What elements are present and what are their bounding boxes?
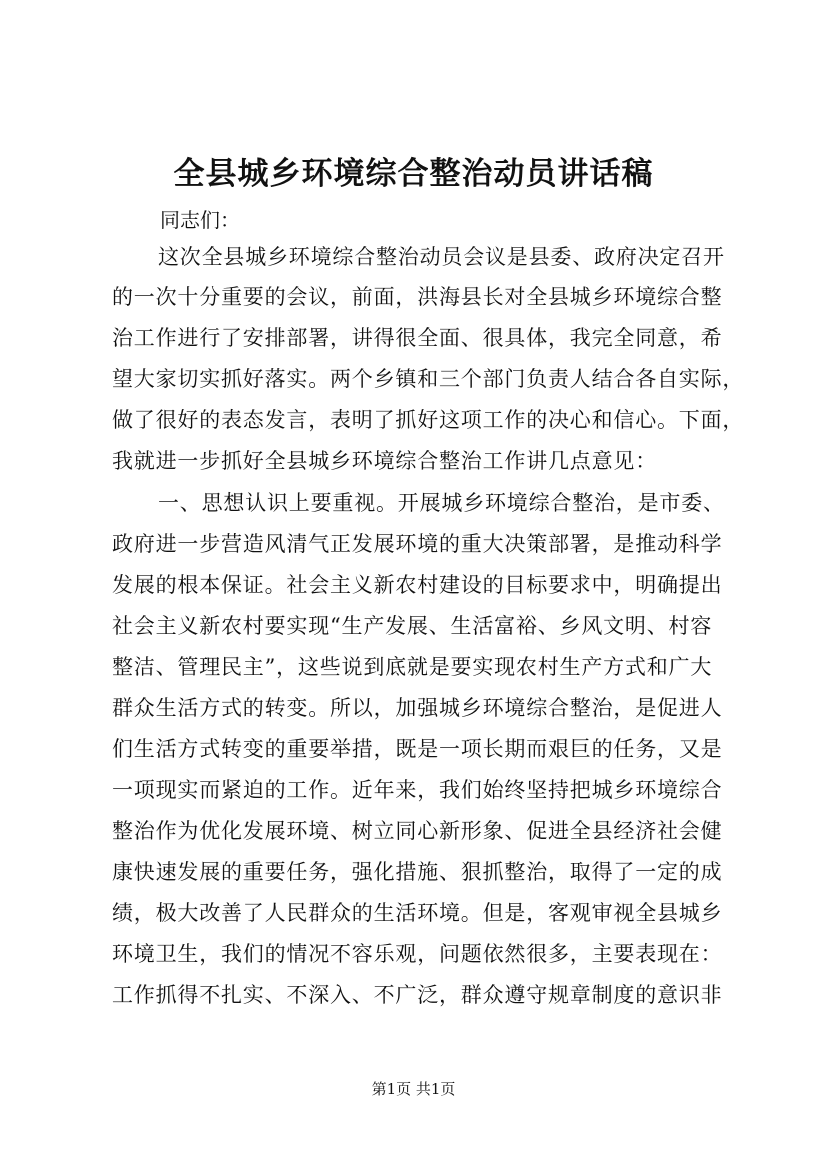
body-line: 环境卫生，我们的情况不容乐观，问题依然很多，主要表现在： [112, 942, 723, 966]
body-line: 一项现实而紧迫的工作。近年来，我们始终坚持把城乡环境综合 [112, 778, 723, 802]
body-line: 绩，极大改善了人民群众的生活环境。但是，客观审视全县城乡 [112, 901, 723, 925]
body-line: 的一次十分重要的会议，前面，洪海县长对全县城乡环境综合整 [112, 285, 723, 309]
body-line: 社会主义新农村要实现“生产发展、生活富裕、乡风文明、村容 [112, 614, 713, 638]
body-line: 做了很好的表态发言，表明了抓好这项工作的决心和信心。下面， [112, 408, 745, 432]
body-line: 治工作进行了安排部署，讲得很全面、很具体，我完全同意，希 [112, 326, 723, 350]
body-line: 康快速发展的重要任务，强化措施、狠抓整治，取得了一定的成 [112, 860, 723, 884]
body-line: 工作抓得不扎实、不深入、不广泛，群众遵守规章制度的意识非 [112, 983, 723, 1007]
body-line: 群众生活方式的转变。所以，加强城乡环境综合整治，是促进人 [112, 696, 723, 720]
body-line: 望大家切实抓好落实。两个乡镇和三个部门负责人结合各自实际， [112, 367, 745, 391]
page-number-footer: 第1页 共1页 [371, 1080, 456, 1098]
body-line: 这次全县城乡环境综合整治动员会议是县委、政府决定召开 [158, 245, 725, 269]
body-line: 发展的根本保证。社会主义新农村建设的目标要求中，明确提出 [112, 573, 723, 597]
salutation: 同志们： [160, 208, 240, 232]
body-line: 政府进一步营造风清气正发展环境的重大决策部署，是推动科学 [112, 532, 723, 556]
body-line: 整治作为优化发展环境、树立同心新形象、促进全县经济社会健 [112, 819, 723, 843]
document-title: 全县城乡环境综合整治动员讲话稿 [173, 156, 654, 192]
body-line: 一、思想认识上要重视。开展城乡环境综合整治，是市委、 [158, 491, 725, 515]
body-line: 我就进一步抓好全县城乡环境综合整治工作讲几点意见： [112, 449, 657, 473]
body-line: 整洁、管理民主”，这些说到底就是要实现农村生产方式和广大 [112, 655, 713, 679]
body-line: 们生活方式转变的重要举措，既是一项长期而艰巨的任务，又是 [112, 737, 723, 761]
